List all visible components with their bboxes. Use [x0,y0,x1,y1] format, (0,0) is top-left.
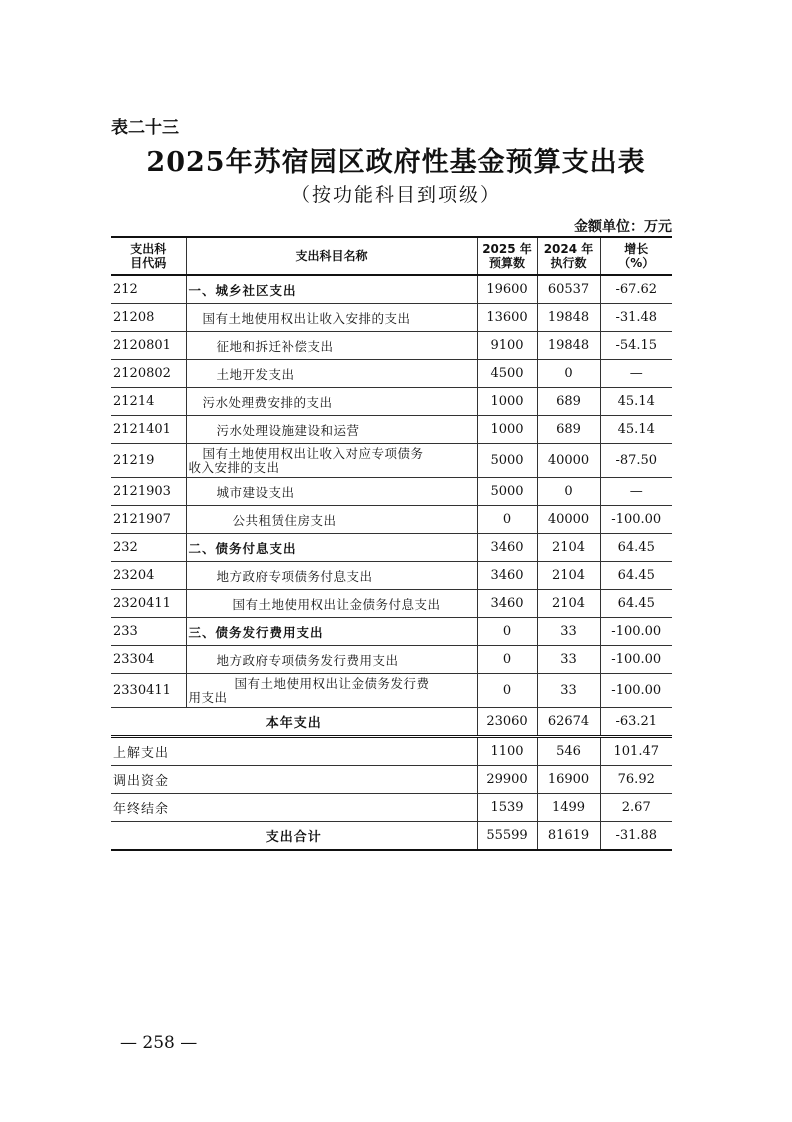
extra-actual: 1499 [537,794,600,822]
row-budget: 5000 [477,478,537,506]
row-name [186,444,477,478]
extra-budget: 1100 [477,737,537,766]
row-growth: — [600,360,672,388]
row-name: 城市建设支出 [186,478,477,506]
total-label: 支出合计 [111,822,477,851]
row-actual: 0 [537,360,600,388]
row-actual: 19848 [537,304,600,332]
header-name: 支出科目名称 [186,237,477,275]
table-row [111,388,672,416]
row-actual: 19848 [537,332,600,360]
page-number: — 258 — [120,1033,198,1053]
row-code: 21208 [111,304,186,332]
row-code: 2121903 [111,478,186,506]
amount-unit: 金额单位：万元 [574,219,672,235]
header-actual: 2024 年 执行数 [537,237,600,275]
table-header-row [111,237,672,275]
table-row [111,304,672,332]
table-row [111,275,672,304]
table-row [111,618,672,646]
table-number: 表二十三 [111,118,179,138]
row-actual: 2104 [537,590,600,618]
row-growth: -100.00 [600,618,672,646]
extra-label: 调出资金 [111,766,477,794]
extra-row [111,737,672,766]
row-actual: 60537 [537,275,600,304]
row-name-line1: 国有土地使用权出让金债务发行费 [234,675,430,691]
header-budget: 2025 年 预算数 [477,237,537,275]
row-name: 征地和拆迁补偿支出 [186,332,477,360]
row-budget: 9100 [477,332,537,360]
page-title: 2025年苏宿园区政府性基金预算支出表 [146,147,646,178]
subtotal-actual: 62674 [537,708,600,737]
row-name: 土地开发支出 [186,360,477,388]
row-budget: 1000 [477,416,537,444]
row-growth: 45.14 [600,416,672,444]
extra-budget: 29900 [477,766,537,794]
row-budget: 0 [477,618,537,646]
row-growth: -100.00 [600,646,672,674]
table-row [111,332,672,360]
row-name: 二、债务付息支出 [186,534,477,562]
row-code: 23204 [111,562,186,590]
row-actual: 40000 [537,506,600,534]
row-name: 地方政府专项债务付息支出 [186,562,477,590]
extra-actual: 16900 [537,766,600,794]
extra-budget: 1539 [477,794,537,822]
extra-row [111,766,672,794]
row-name: 公共租赁住房支出 [186,506,477,534]
page-subtitle: （按功能科目到项级） [290,184,501,206]
extra-growth: 2.67 [600,794,672,822]
row-budget: 1000 [477,388,537,416]
table-row [111,416,672,444]
row-growth: -67.62 [600,275,672,304]
row-growth: 64.45 [600,590,672,618]
row-growth: 64.45 [600,534,672,562]
row-name: 污水处理设施建设和运营 [186,416,477,444]
total-growth: -31.88 [600,822,672,851]
row-name-line2: 收入安排的支出 [188,459,280,475]
row-code: 2121401 [111,416,186,444]
extra-row [111,794,672,822]
row-growth: -31.48 [600,304,672,332]
total-row [111,822,672,851]
row-code: 233 [111,618,186,646]
extra-label: 年终结余 [111,794,477,822]
total-actual: 81619 [537,822,600,851]
row-budget: 3460 [477,590,537,618]
row-name: 一、城乡社区支出 [186,275,477,304]
table-row [111,360,672,388]
row-growth: 45.14 [600,388,672,416]
extra-label: 上解支出 [111,737,477,766]
row-actual: 2104 [537,562,600,590]
row-actual: 0 [537,478,600,506]
row-actual: 33 [537,646,600,674]
table-row [111,478,672,506]
row-actual: 33 [537,674,600,708]
row-code: 232 [111,534,186,562]
row-code: 21219 [111,444,186,478]
total-budget: 55599 [477,822,537,851]
table-row [111,506,672,534]
table-row [111,534,672,562]
row-budget: 0 [477,506,537,534]
row-growth: — [600,478,672,506]
row-budget: 13600 [477,304,537,332]
row-actual: 33 [537,618,600,646]
row-code: 2120801 [111,332,186,360]
subtotal-label: 本年支出 [111,708,477,737]
extra-growth: 76.92 [600,766,672,794]
row-code: 212 [111,275,186,304]
row-budget: 4500 [477,360,537,388]
row-budget: 0 [477,674,537,708]
row-growth: -87.50 [600,444,672,478]
row-name: 污水处理费安排的支出 [186,388,477,416]
row-actual: 689 [537,416,600,444]
row-budget: 19600 [477,275,537,304]
row-growth: 64.45 [600,562,672,590]
extra-actual: 546 [537,737,600,766]
row-name-line2: 用支出 [188,689,228,705]
row-code: 21214 [111,388,186,416]
table-row [111,590,672,618]
row-actual: 40000 [537,444,600,478]
row-code: 2121907 [111,506,186,534]
table-row [111,674,672,708]
row-growth: -100.00 [600,506,672,534]
header-growth: 增长 （%） [600,237,672,275]
table-row [111,646,672,674]
table-row [111,444,672,478]
row-growth: -54.15 [600,332,672,360]
subtotal-row [111,708,672,737]
row-name [186,674,477,708]
row-name: 国有土地使用权出让收入安排的支出 [186,304,477,332]
row-actual: 2104 [537,534,600,562]
row-name-line1: 国有土地使用权出让收入对应专项债务 [202,445,424,461]
expenditure-table [111,236,672,851]
row-code: 2330411 [111,674,186,708]
row-code: 2120802 [111,360,186,388]
subtotal-growth: -63.21 [600,708,672,737]
row-name: 国有土地使用权出让金债务付息支出 [186,590,477,618]
header-code: 支出科 目代码 [111,237,186,275]
row-code: 2320411 [111,590,186,618]
row-budget: 3460 [477,534,537,562]
table-row [111,562,672,590]
subtotal-budget: 23060 [477,708,537,737]
row-budget: 3460 [477,562,537,590]
row-name: 三、债务发行费用支出 [186,618,477,646]
extra-growth: 101.47 [600,737,672,766]
row-name: 地方政府专项债务发行费用支出 [186,646,477,674]
row-actual: 689 [537,388,600,416]
row-budget: 5000 [477,444,537,478]
row-code: 23304 [111,646,186,674]
row-budget: 0 [477,646,537,674]
row-growth: -100.00 [600,674,672,708]
